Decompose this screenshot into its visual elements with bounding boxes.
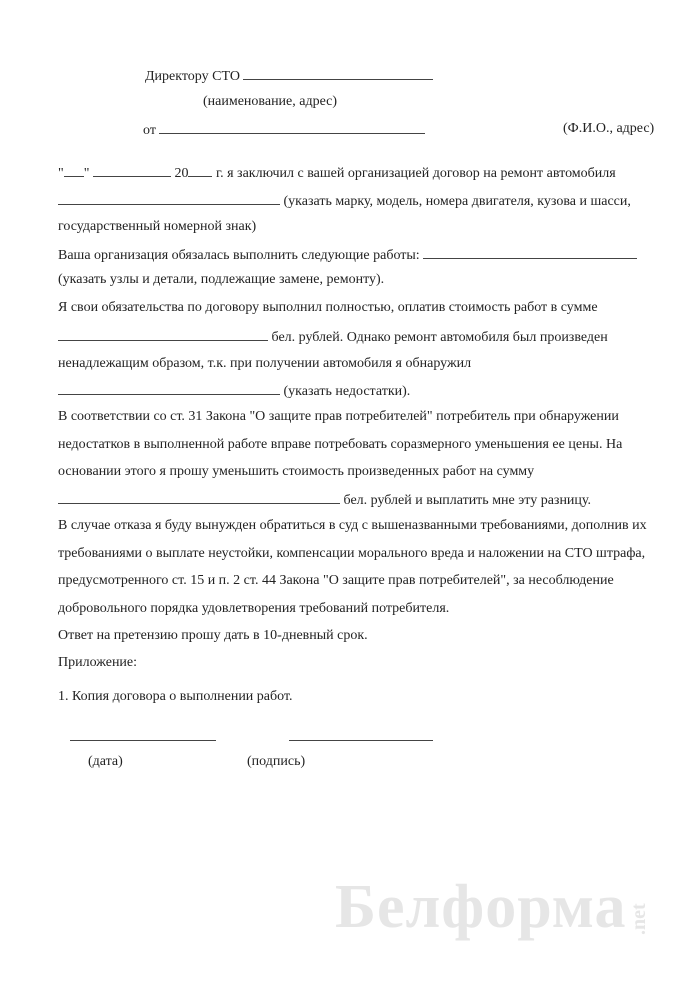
addressee-blank[interactable] xyxy=(243,66,433,80)
date-label: (дата) xyxy=(88,754,123,769)
year-prefix: 20 xyxy=(174,166,189,181)
text: бел. рублей. Однако ремонт автомобиля был произведен xyxy=(271,330,608,345)
month-blank[interactable] xyxy=(93,163,171,177)
date-blank[interactable] xyxy=(70,727,216,741)
text: (указать марку, модель, номера двигателя, кузова и шасси, xyxy=(283,194,631,209)
text-line: недостатков в выполненной работе вправе потребовать соразмерного уменьшения ее цены. На xyxy=(58,437,623,452)
text-line: В соответствии со ст. 31 Закона "О защите прав потребителей" потребитель при обнаружении xyxy=(58,409,619,424)
text-line: (указать узлы и детали, подлежащие замене, ремонту). xyxy=(58,272,385,287)
defects-blank[interactable] xyxy=(58,381,280,395)
to-label: Директору СТО xyxy=(145,69,240,84)
sum-blank[interactable] xyxy=(58,327,268,341)
day-blank[interactable] xyxy=(64,163,84,177)
sum-line xyxy=(58,327,608,347)
car-blank[interactable] xyxy=(58,191,280,205)
defects-line xyxy=(58,381,410,401)
reduction-line xyxy=(58,490,591,510)
car-line xyxy=(58,191,631,211)
addressee-line xyxy=(145,66,433,86)
text-line: основании этого я прошу уменьшить стоимость произведенных работ на сумму xyxy=(58,464,535,479)
signature-label: (подпись) xyxy=(247,754,306,769)
sender-hint: (Ф.И.О., адрес) xyxy=(563,121,655,136)
signature-blank[interactable] xyxy=(289,727,433,741)
text-line: Я свои обязательства по договору выполнил полностью, оплатив стоимость работ в сумме xyxy=(58,300,598,315)
text-line: Ответ на претензию прошу дать в 10-дневный срок. xyxy=(58,628,368,643)
text: бел. рублей и выплатить мне эту разницу. xyxy=(343,493,592,508)
quote: " xyxy=(83,166,90,181)
text-line: В случае отказа я буду вынужден обратиться в суд с вышеназванными требованиями, дополнив их xyxy=(58,518,647,533)
text-line: государственный номерной знак) xyxy=(58,219,257,234)
reduction-blank[interactable] xyxy=(58,490,340,504)
text: г. я заключил с вашей организацией договор на ремонт автомобиля xyxy=(215,166,616,181)
from-label: от xyxy=(143,123,156,138)
text-line: добровольного порядка удовлетворения требований потребителя. xyxy=(58,601,450,616)
sender-line xyxy=(143,120,425,140)
attachment-item: 1. Копия договора о выполнении работ. xyxy=(58,689,293,704)
works-line xyxy=(58,245,637,265)
year-blank[interactable] xyxy=(188,163,212,177)
watermark-suffix: .net xyxy=(628,903,650,935)
attachment-title: Приложение: xyxy=(58,655,138,670)
quote: " xyxy=(58,166,64,181)
contract-date-line xyxy=(58,163,616,183)
text: Ваша организация обязалась выполнить следующие работы: xyxy=(58,248,420,263)
text-line: предусмотренного ст. 15 и п. 2 ст. 44 Закона "О защите прав потребителей", за несоблюдение xyxy=(58,573,614,588)
addressee-hint: (наименование, адрес) xyxy=(203,94,338,109)
text: (указать недостатки). xyxy=(283,384,411,399)
watermark-logo: Белформа xyxy=(335,873,627,941)
works-blank[interactable] xyxy=(423,245,637,259)
text-line: ненадлежащим образом, т.к. при получении автомобиля я обнаружил xyxy=(58,356,472,371)
text-line: требованиями о выплате неустойки, компенсации морального вреда и наложении на СТО штрафа, xyxy=(58,546,646,561)
sender-blank[interactable] xyxy=(159,120,425,134)
